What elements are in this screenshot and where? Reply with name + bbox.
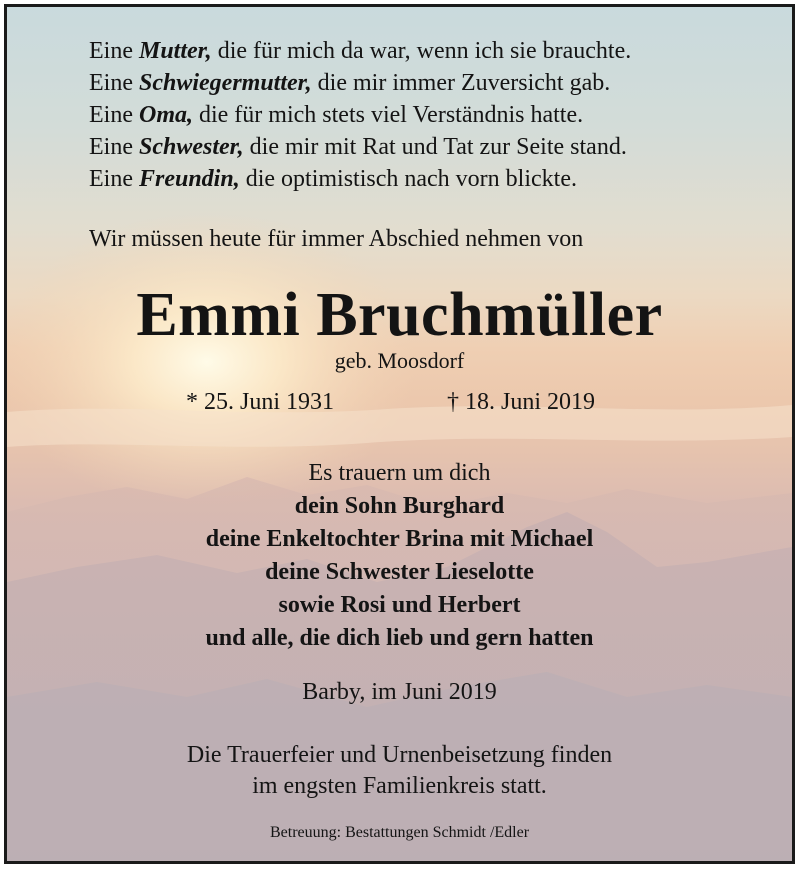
mourners-heading: Es trauern um dich [308,460,491,486]
intro-role: Schwester, [138,134,244,160]
farewell-text: Wir müssen heute für immer Abschied nehmen von [89,226,584,252]
intro-line: Eine Freundin, die optimistisch nach vorn blickte. [89,166,577,192]
intro-role: Oma, [138,102,193,128]
birth-date: * 25. Juni 1931 [186,389,335,415]
intro-role: Schwiegermutter, [138,70,312,96]
ceremony-line: Die Trauerfeier und Urnenbeisetzung finden [186,742,613,768]
maiden-name: geb. Moosdorf [334,348,465,373]
mourner-line: dein Sohn Burghard [294,493,505,519]
mourner-line: und alle, die dich lieb und gern hatten [205,625,594,651]
intro-line: Eine Schwester, die mir mit Rat und Tat zur Seite stand. [89,134,627,160]
ceremony-line: im engsten Familienkreis statt. [252,773,547,799]
place-date: Barby, im Juni 2019 [302,679,497,705]
intro-line: Eine Oma, die für mich stets viel Verständnis hatte. [89,102,584,128]
death-date: † 18. Juni 2019 [447,389,596,415]
intro-verse [89,35,631,195]
mourners-block [7,457,792,655]
obituary-notice [4,4,795,864]
intro-role: Mutter, [138,38,212,64]
ceremony-notice [7,740,792,802]
mourner-line: deine Schwester Lieselotte [265,559,534,585]
undertaker-credit: Betreuung: Bestattungen Schmidt /Edler [269,824,530,841]
mourner-line: sowie Rosi und Herbert [278,592,521,618]
intro-role: Freundin, [138,166,240,192]
intro-line: Eine Schwiegermutter, die mir immer Zuversicht gab. [89,70,611,96]
deceased-name: Emmi Bruchmüller [136,281,663,349]
intro-line: Eine Mutter, die für mich da war, wenn ich sie brauchte. [89,38,632,64]
mourner-line: deine Enkeltochter Brina mit Michael [205,526,594,552]
